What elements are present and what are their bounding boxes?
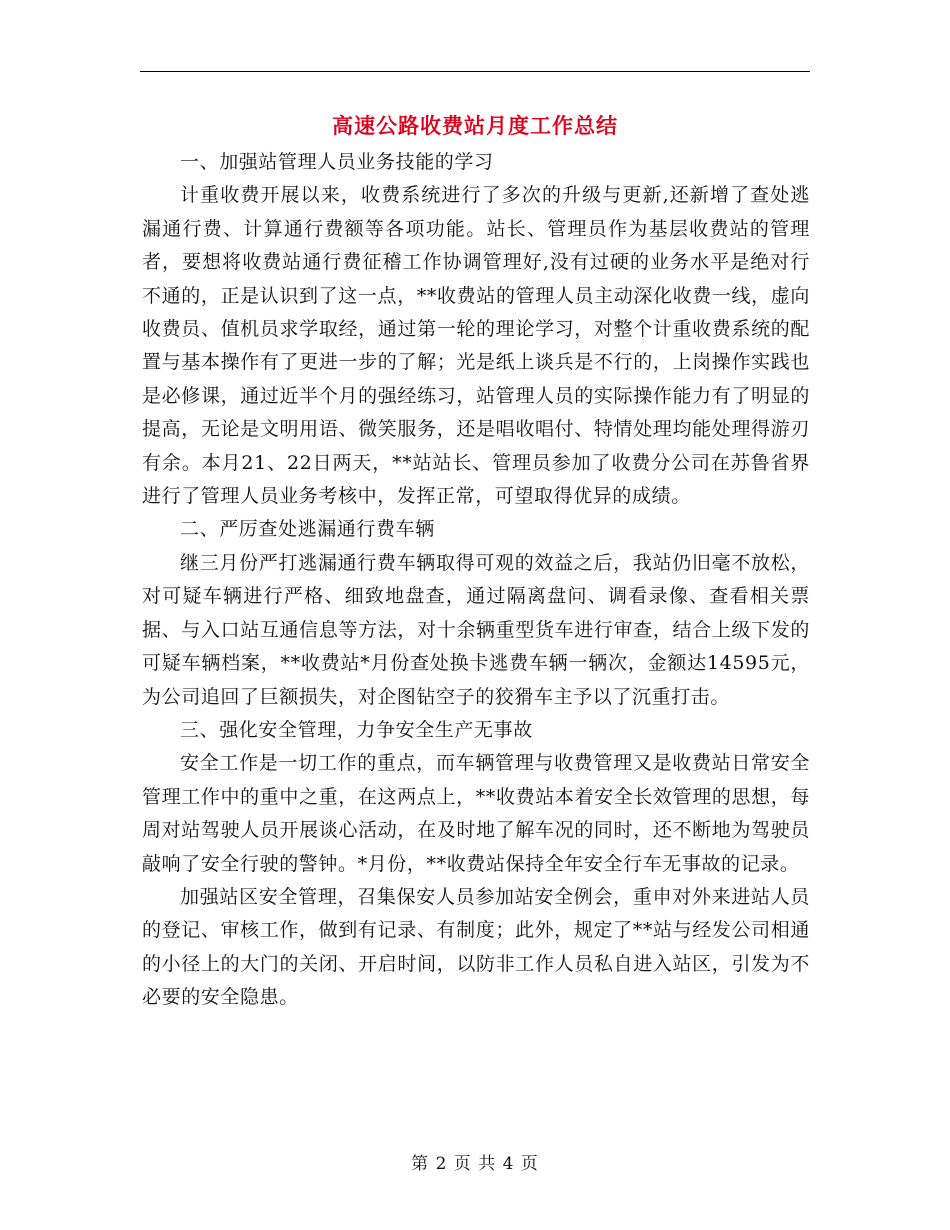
paragraph-2: 继三月份严打逃漏通行费车辆取得可观的效益之后，我站仍旧毫不放松，对可疑车辆进行严格、细致地盘查，通过隔离盘问、调看录像、查看相关票据、与入口站互通信息等方法，对十余辆重型货车进行审查，结合上级下发的可疑车辆档案，**收费站*月份查处换卡逃费车辆一辆次，金额达14595元，为公司追回了巨额损失，对企图钻空子的狡猾车主予以了沉重打击。 <box>142 551 810 708</box>
section-heading-2: 二、严厉查处逃漏通行费车辆 <box>180 518 435 541</box>
section-heading-1: 一、加强站管理人员业务技能的学习 <box>180 151 494 173</box>
paragraph-4: 加强站区安全管理，召集保安人员参加站安全例会，重申对外来进站人员的登记、审核工作，做到有记录、有制度；此外，规定了**站与经发公司相通的小径上的大门的关闭、开启时间，以防非工作人员私自进入站区，引发为不必要的安全隐患。 <box>142 885 810 1009</box>
page-number: 第 2 页 共 4 页 <box>411 1154 539 1174</box>
paragraph-1: 计重收费开展以来，收费系统进行了多次的升级与更新,还新增了查处逃漏通行费、计算通行费额等各项功能。站长、管理员作为基层收费站的管理者，要想将收费站通行费征稽工作协调管理好,没有过硬的业务水平是绝对行不通的，正是认识到了这一点，**收费站的管理人员主动深化收费一线，虚向收费员、值机员求学取经，通过第一轮的理论学习，对整个计重收费系统的配置与基本操作有了更进一步的了解；光是纸上谈兵是不行的，上岗操作实践也是必修课，通过近半个月的强经练习，站管理人员的实际操作能力有了明显的提高，无论是文明用语、微笑服务，还是唱收唱付、特情处理均能处理得游刃有余。本月21、22日两天，**站站长、管理员参加了收费分公司在苏鲁省界进行了管理人员业务考核中，发挥正常，可望取得优异的成绩。 <box>142 184 810 508</box>
document-title: 高速公路收费站月度工作总结 <box>332 113 618 138</box>
header-rule <box>140 71 810 72</box>
document-body <box>142 146 810 1015</box>
section-heading-3: 三、强化安全管理，力争安全生产无事故 <box>180 718 533 741</box>
paragraph-3: 安全工作是一切工作的重点，而车辆管理与收费管理又是收费站日常安全管理工作中的重中之重，在这两点上，**收费站本着安全长效管理的思想，每周对站驾驶人员开展谈心活动，在及时地了解车况的同时，还不断地为驾驶员敲响了安全行驶的警钟。*月份，**收费站保持全年安全行车无事故的记录。 <box>142 752 810 875</box>
